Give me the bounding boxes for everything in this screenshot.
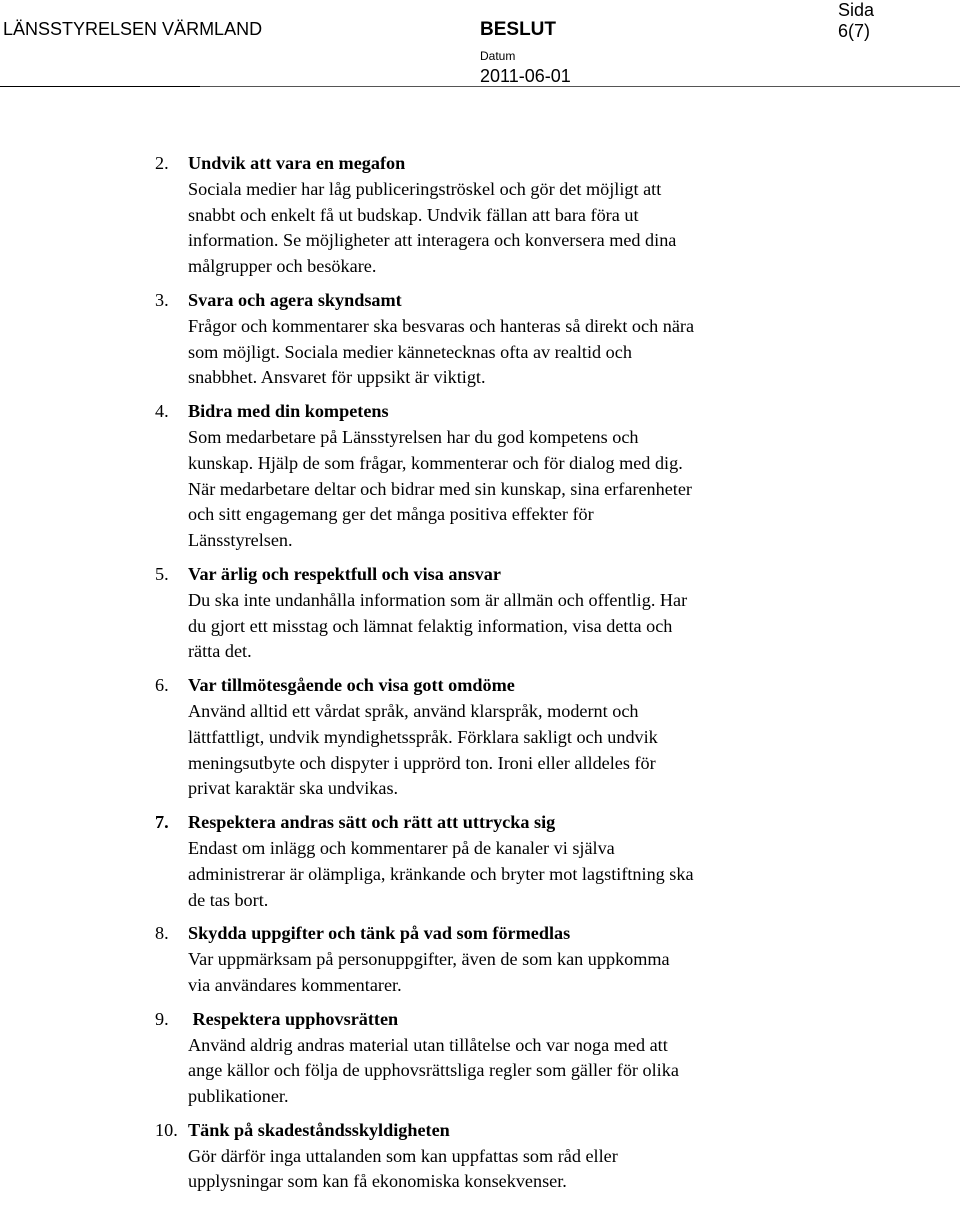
- item-number: 3.: [155, 289, 169, 310]
- item-number: 7.: [155, 812, 169, 833]
- item-text-line: Gör därför inga uttalanden som kan uppfattas som råd eller: [188, 1145, 618, 1166]
- guideline-item: [155, 151, 935, 280]
- item-number: 9.: [155, 1008, 169, 1029]
- item-text-line: du gjort ett misstag och lämnat felaktig information, visa detta och: [188, 615, 673, 636]
- item-text-line: Som medarbetare på Länsstyrelsen har du god kompetens och: [188, 426, 639, 447]
- guidelines-list: [155, 151, 935, 1203]
- date-value: 2011-06-01: [480, 66, 571, 86]
- item-title: Var tillmötesgående och visa gott omdöme: [188, 675, 515, 696]
- item-text-line: upplysningar som kan få ekonomiska konsekvenser.: [188, 1171, 567, 1192]
- item-text-line: Var uppmärksam på personuppgifter, även de som kan uppkomma: [188, 949, 670, 970]
- guideline-item: [155, 399, 935, 554]
- item-title: Svara och agera skyndsamt: [188, 289, 402, 310]
- item-number: 4.: [155, 401, 169, 422]
- item-number: 10.: [155, 1119, 178, 1140]
- item-text-line: snabbhet. Ansvaret för uppsikt är viktigt.: [188, 367, 486, 388]
- guideline-item: [155, 673, 935, 802]
- page-number: 6(7): [838, 21, 871, 41]
- item-number: 6.: [155, 675, 169, 696]
- item-text-line: rätta det.: [188, 641, 252, 662]
- item-title: Respektera andras sätt och rätt att uttrycka sig: [188, 812, 556, 833]
- header-divider-left: [0, 86, 200, 87]
- item-text-line: privat karaktär ska undvikas.: [188, 778, 399, 799]
- item-text-line: När medarbetare deltar och bidrar med sin kunskap, sina erfarenheter: [188, 478, 692, 499]
- item-text-line: som möjligt. Sociala medier kännetecknas ofta av realtid och: [188, 341, 632, 362]
- guideline-item: [155, 288, 935, 391]
- guideline-item: [155, 1007, 935, 1110]
- guideline-item: [155, 810, 935, 913]
- date-label: Datum: [480, 49, 516, 63]
- page-label: Sida: [838, 0, 875, 20]
- item-text-line: Använd alltid ett vårdat språk, använd klarspråk, modernt och: [188, 700, 639, 721]
- item-text-line: Frågor och kommentarer ska besvaras och hanteras så direkt och nära: [188, 315, 695, 336]
- item-text-line: Sociala medier har låg publiceringströskel och gör det möjligt att: [188, 178, 662, 199]
- guideline-item: [155, 921, 935, 998]
- guideline-item: [155, 1118, 935, 1195]
- item-number: 2.: [155, 153, 169, 173]
- item-text-line: och sitt engagemang ger det många positiva effekter för: [188, 504, 594, 525]
- item-text-line: publikationer.: [188, 1086, 289, 1107]
- item-title: Skydda uppgifter och tänk på vad som förmedlas: [188, 923, 571, 944]
- guideline-item: [155, 562, 935, 665]
- item-number: 5.: [155, 563, 169, 584]
- item-text-line: information. Se möjligheter att interagera och konversera med dina: [188, 230, 677, 251]
- item-text-line: kunskap. Hjälp de som frågar, kommenterar och för dialog med dig.: [188, 452, 683, 473]
- item-title: Undvik att vara en megafon: [188, 153, 406, 173]
- item-text-line: Du ska inte undanhålla information som är allmän och offentlig. Har: [188, 589, 688, 610]
- item-text-line: Endast om inlägg och kommentarer på de kanaler vi själva: [188, 837, 615, 858]
- item-number: 8.: [155, 923, 169, 944]
- item-text-line: Använd aldrig andras material utan tillåtelse och var noga med att: [188, 1034, 668, 1055]
- item-text-line: snabbt och enkelt få ut budskap. Undvik fällan att bara föra ut: [188, 204, 639, 225]
- item-text-line: lättfattligt, undvik myndighetsspråk. Förklara sakligt och undvik: [188, 726, 658, 747]
- header-divider-right: [200, 86, 960, 87]
- item-text-line: administrerar är olämpliga, kränkande och bryter mot lagstiftning ska: [188, 863, 694, 884]
- item-text-line: målgrupper och besökare.: [188, 256, 377, 277]
- item-text-line: de tas bort.: [188, 889, 269, 910]
- item-title: Respektera upphovsrätten: [188, 1008, 399, 1029]
- item-text-line: via användares kommentarer.: [188, 974, 402, 995]
- item-text-line: ange källor och följa de upphovsrättsliga regler som gäller för olika: [188, 1060, 679, 1081]
- document-type: BESLUT: [480, 19, 556, 40]
- item-title: Var ärlig och respektfull och visa ansvar: [188, 563, 501, 584]
- organization-name: LÄNSSTYRELSEN VÄRMLAND: [3, 19, 263, 39]
- item-title: Bidra med din kompetens: [188, 401, 389, 422]
- item-title: Tänk på skadeståndsskyldigheten: [188, 1119, 450, 1140]
- item-text-line: Länsstyrelsen.: [188, 530, 293, 551]
- item-text-line: meningsutbyte och dispyter i upprörd ton. Ironi eller alldeles för: [188, 752, 656, 773]
